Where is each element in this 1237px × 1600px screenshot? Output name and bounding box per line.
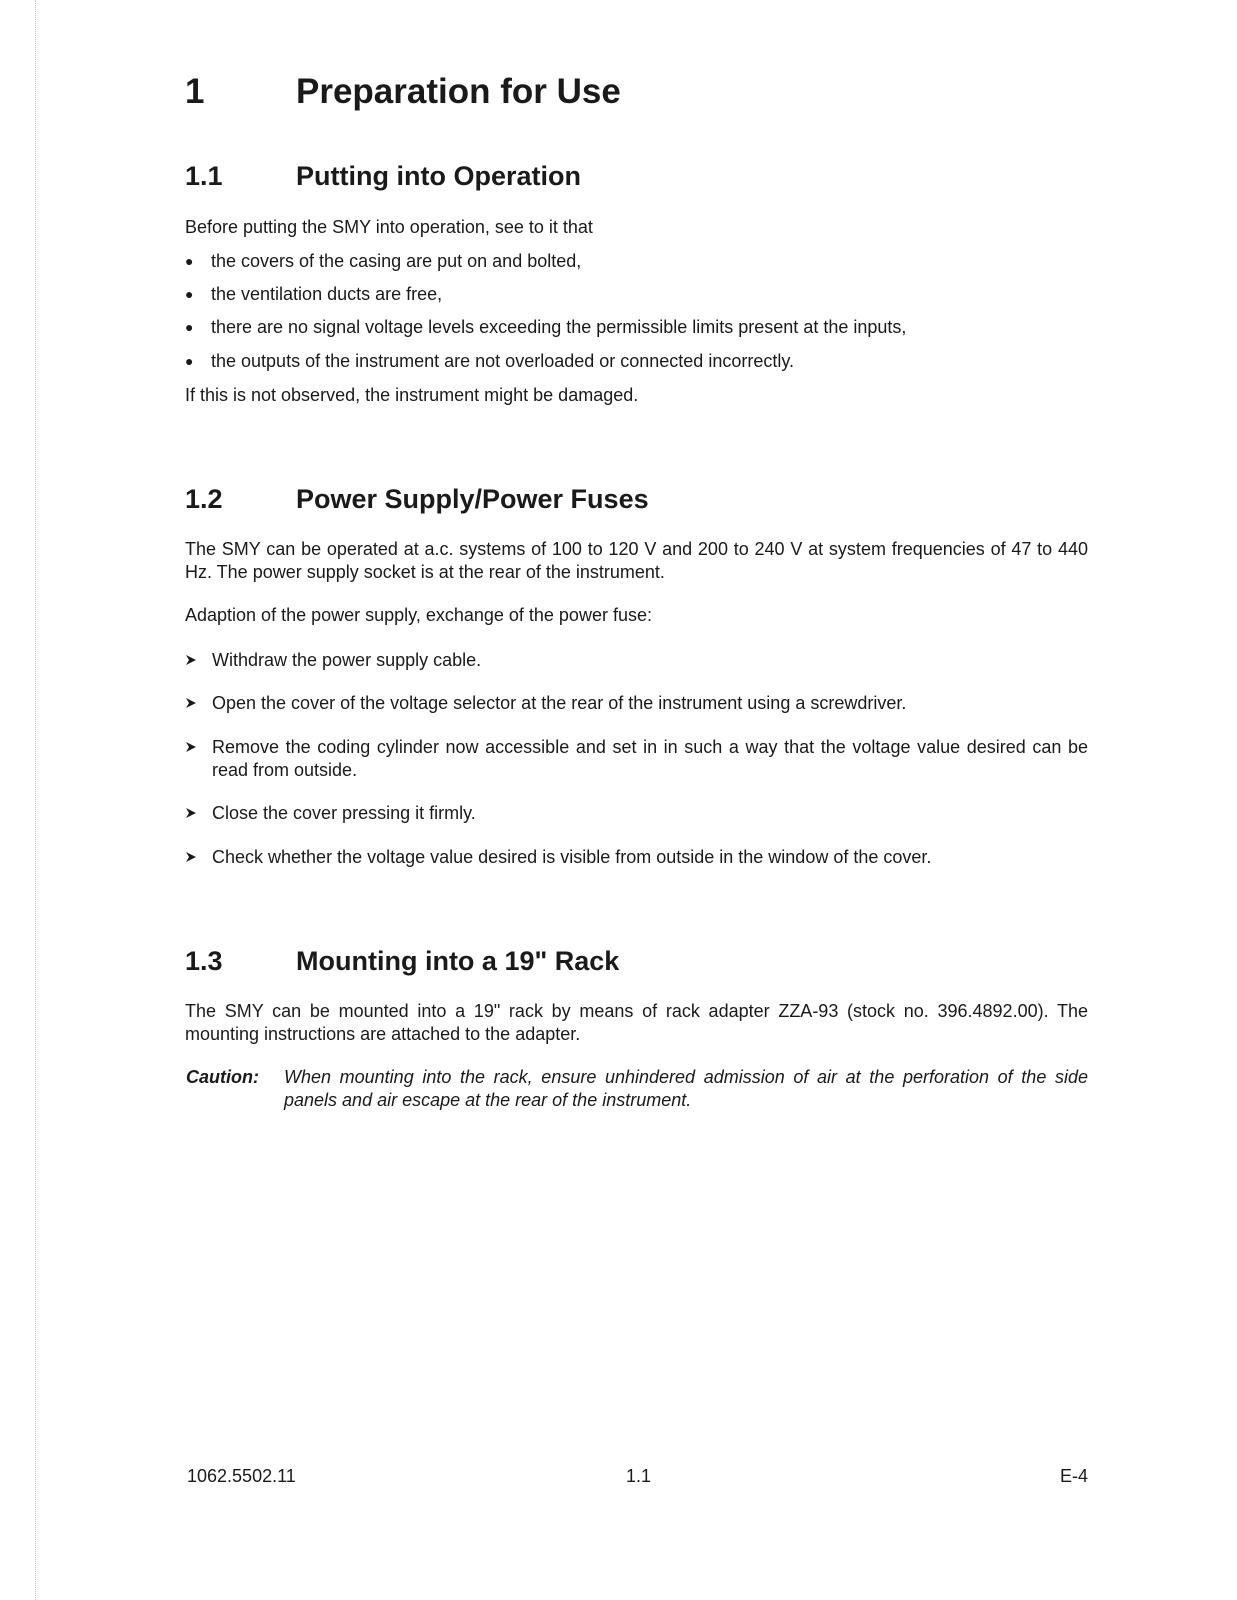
step-text: Remove the coding cylinder now accessible and set in in such a way that the voltage value desired can be read from outside. xyxy=(212,737,1088,780)
list-item xyxy=(185,350,1088,373)
step-item xyxy=(185,736,1088,782)
section-heading-1-1 xyxy=(185,161,1097,192)
section-heading-1-2 xyxy=(185,484,1097,515)
section-heading-1-3 xyxy=(185,946,1097,977)
list-item-text: the ventilation ducts are free, xyxy=(211,284,443,304)
arrowhead-right-icon xyxy=(185,802,212,825)
bullet-dot-icon: ● xyxy=(185,353,194,369)
section-number: 1.2 xyxy=(185,484,223,514)
step-text: Close the cover pressing it firmly. xyxy=(212,803,476,823)
chapter-heading xyxy=(185,72,1097,112)
arrowhead-right-icon xyxy=(185,846,212,869)
chapter-number: 1 xyxy=(185,72,205,111)
caution-label: Caution: xyxy=(186,1067,259,1087)
bullet-dot-icon: ● xyxy=(185,286,194,302)
caution-text: When mounting into the rack, ensure unhindered admission of air at the perforation of the side panels and air escape at the rear of the instrument. xyxy=(284,1067,1088,1110)
step-text: Withdraw the power supply cable. xyxy=(212,650,482,670)
step-text: Open the cover of the voltage selector at the rear of the instrument using a screwdriver. xyxy=(212,693,907,713)
list-item-text: there are no signal voltage levels exceeding the permissible limits present at the inputs, xyxy=(211,317,907,337)
step-item xyxy=(185,692,1088,715)
list-item xyxy=(185,250,1088,273)
step-item xyxy=(185,649,1088,672)
step-text: Check whether the voltage value desired is visible from outside in the window of the cover. xyxy=(212,847,932,867)
caution-note xyxy=(186,1066,1088,1112)
section-intro: Before putting the SMY into operation, see to it that xyxy=(185,217,593,237)
section-title: Putting into Operation xyxy=(296,161,581,191)
section-title: Power Supply/Power Fuses xyxy=(296,484,649,514)
list-item-text: the outputs of the instrument are not overloaded or connected incorrectly. xyxy=(211,351,795,371)
section-number: 1.3 xyxy=(185,946,223,976)
step-item xyxy=(185,802,1088,825)
footer-doc-number: 1062.5502.11 xyxy=(187,1466,296,1486)
footer-page-number: E-4 xyxy=(1060,1466,1089,1486)
arrowhead-right-icon xyxy=(185,649,212,672)
bullet-dot-icon: ● xyxy=(185,319,194,335)
section-paragraph: The SMY can be mounted into a 19" rack by means of rack adapter ZZA-93 (stock no. 396.4892.00). The mounting instructions are attached to the adapter. xyxy=(185,1001,1088,1044)
page-binding-edge xyxy=(35,0,36,1600)
section-number: 1.1 xyxy=(185,161,223,191)
section-paragraph: The SMY can be operated at a.c. systems of 100 to 120 V and 200 to 240 V at system frequencies of 47 to 440 Hz. The power supply socket is at the rear of the instrument. xyxy=(185,539,1088,582)
section-title: Mounting into a 19" Rack xyxy=(296,946,620,976)
section-outro: If this is not observed, the instrument might be damaged. xyxy=(185,385,639,405)
footer-section-ref: 1.1 xyxy=(626,1466,652,1486)
arrowhead-right-icon xyxy=(185,736,212,782)
step-item xyxy=(185,846,1088,869)
section-lead: Adaption of the power supply, exchange of the power fuse: xyxy=(185,605,652,625)
chapter-title: Preparation for Use xyxy=(296,72,621,111)
list-item xyxy=(185,316,1088,339)
list-item-text: the covers of the casing are put on and bolted, xyxy=(211,251,582,271)
arrowhead-right-icon xyxy=(185,692,212,715)
bullet-dot-icon: ● xyxy=(185,253,194,269)
list-item xyxy=(185,283,1088,306)
